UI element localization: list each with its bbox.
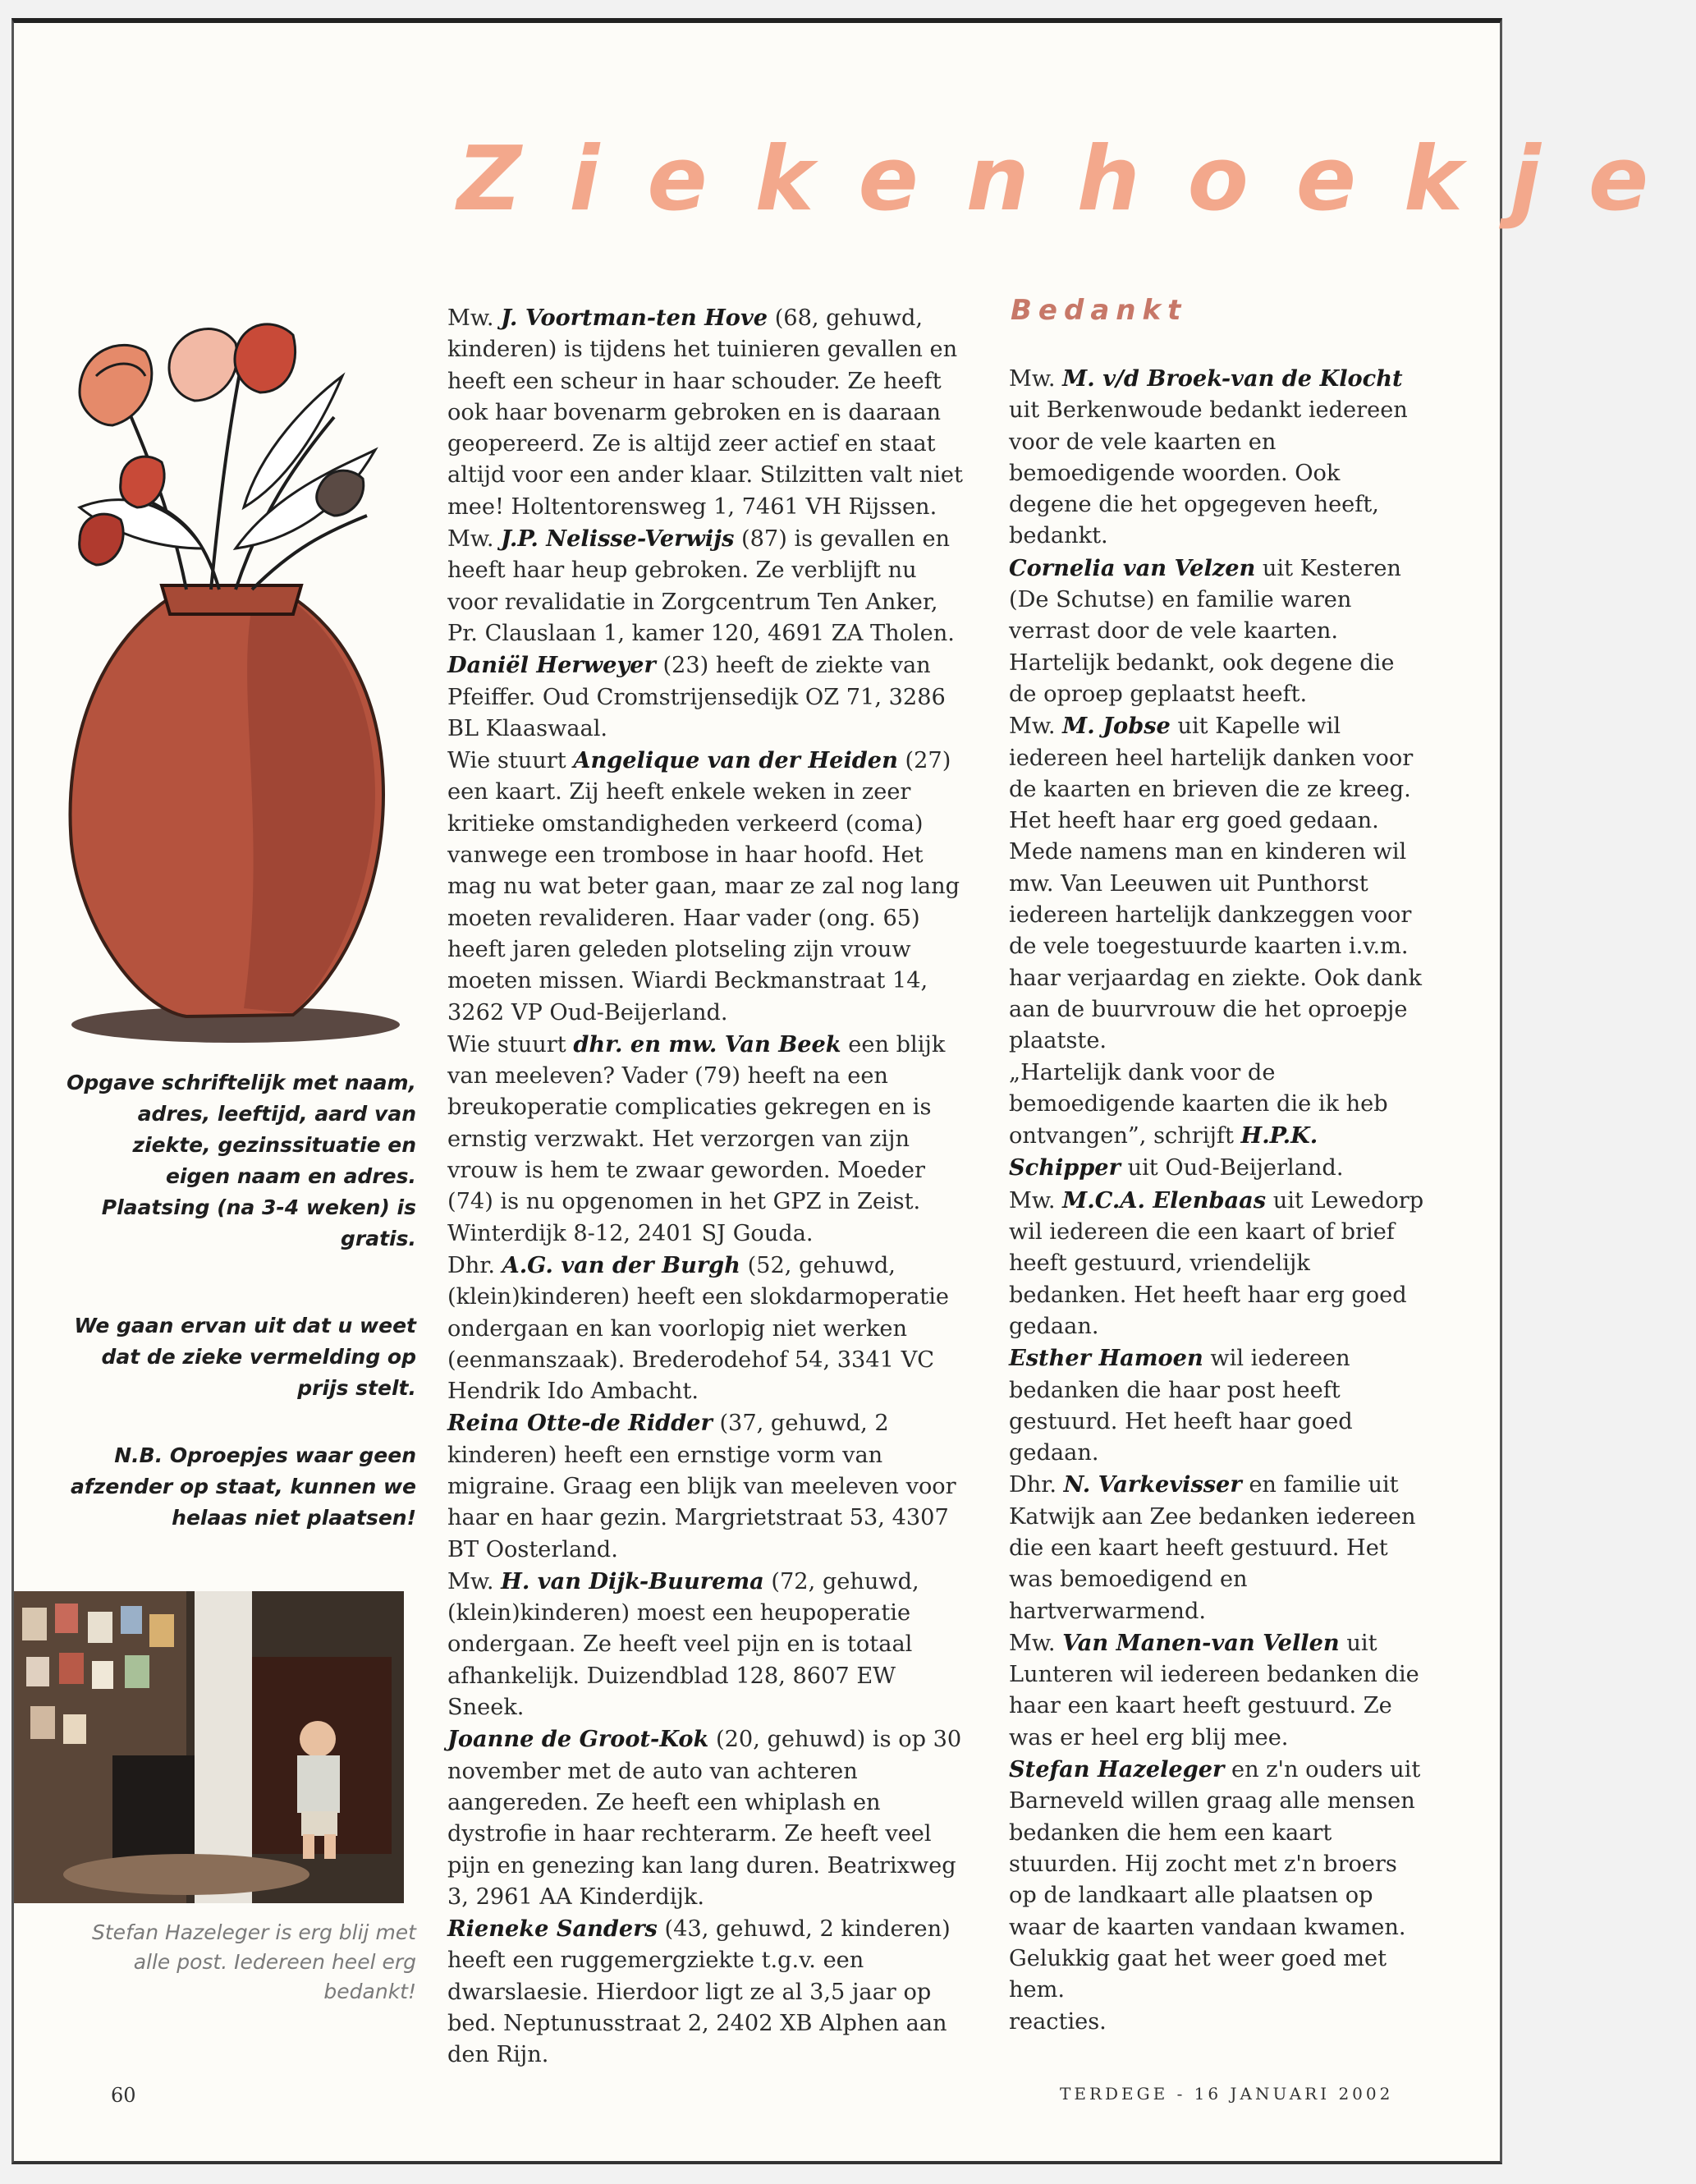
entry-text: Dhr. — [447, 1252, 502, 1278]
tulips — [80, 324, 364, 565]
entry-name: Joanne de Groot-Kok — [447, 1726, 709, 1753]
entry-paragraph — [447, 1566, 973, 1723]
photo-caption: Stefan Hazeleger is erg blij met alle post. Iedereen heel erg bedankt! — [92, 1920, 416, 2003]
entry-text: Mw. — [1009, 366, 1063, 392]
sender-note — [63, 1440, 416, 1534]
entry-paragraph — [447, 302, 973, 523]
entry-text: uit Lunteren wil iedereen bedanken die haar een kaart heeft gestuurd. Ze was er heel erg blij mee. — [1009, 1630, 1419, 1750]
entry-text: uit Lewedorp wil iedereen die een kaart of brief heeft gestuurd, vriendelijk bedanken. Het heeft haar erg goed gedaan. — [1009, 1187, 1424, 1339]
entry-text: (52, gehuwd, (klein)kinderen) heeft een slokdarmoperatie ondergaan en kan voorlopig niet werken (eenmanszaak). Brederodehof 54, 3341 VC Hendrik Ido Ambacht. — [447, 1252, 950, 1405]
entry-text: „Hartelijk dank voor de bemoedigende kaarten die ik heb ontvangen”, schrijft — [1009, 1059, 1388, 1149]
entry-text: Mw. — [447, 1568, 502, 1594]
thanks-paragraph — [1009, 1342, 1428, 1469]
entry-text: Mw. — [1009, 713, 1063, 740]
photo-stefan — [14, 1591, 404, 1903]
entry-paragraph — [447, 745, 973, 1029]
entry-name: J. Voortman-ten Hove — [501, 305, 768, 331]
note-submission: Opgave schriftelijk met naam, adres, leeftijd, aard van ziekte, gezinssituatie en eigen naam en adres. Plaatsing (na 3-4 weken) is gratis. — [66, 1071, 416, 1250]
entry-text: en z'n ouders uit Barneveld willen graag alle mensen bedanken die hem een kaart stuurden. Hij zocht met z'n broers op de landkaart alle plaatsen op waar de kaarten vandaan kwamen. Gelukkig gaat het weer goed met hem. — [1009, 1757, 1421, 2003]
entry-name: Angelique van der Heiden — [573, 747, 898, 774]
entry-text: (23) heeft de ziekte van Pfeiffer. Oud Cromstrijensedijk OZ 71, 3286 BL Klaaswaal. — [447, 653, 946, 741]
entry-text: (72, gehuwd, (klein)kinderen) moest een heupoperatie ondergaan. Ze heeft veel pijn en is totaal afhankelijk. Duizendblad 128, 8607 EW Sneek. — [447, 1568, 919, 1721]
thanks-paragraph — [1009, 1058, 1428, 1185]
thanks-name: H.P.K. Schipper — [1009, 1122, 1318, 1181]
thanks-name: M.C.A. Elenbaas — [1062, 1186, 1267, 1214]
entry-text: Wie stuurt — [447, 1031, 574, 1058]
thanks-column — [1009, 363, 1428, 2039]
entry-name: H. van Dijk-Buurema — [501, 1567, 764, 1594]
entry-text: uit Kesteren (De Schutse) en familie waren verrast door de vele kaarten. Hartelijk bedankt, ook degene die de oproep geplaatst heeft. — [1009, 555, 1401, 707]
thanks-name: M. Jobse — [1062, 713, 1171, 740]
publication-info: TERDEGE - 16 JANUARI 2002 — [1060, 2084, 1394, 2104]
page-number: 60 — [111, 2084, 136, 2107]
entry-text: (43, gehuwd, 2 kinderen) heeft een ruggemergziekte t.g.v. een dwarslaesie. Hierdoor ligt ze al 3,5 jaar op bed. Neptunusstraat 2, 2402 XB Alphen aan den Rijn. — [447, 1916, 951, 2068]
entry-text: Wie stuurt — [447, 748, 574, 774]
thanks-name: M. v/d Broek-van de Klocht — [1062, 365, 1403, 392]
entry-paragraph — [447, 1029, 973, 1250]
thanks-paragraph — [1009, 1754, 1428, 2006]
thanks-name: Esther Hamoen — [1009, 1345, 1203, 1372]
entry-paragraph — [447, 1913, 973, 2071]
entry-name: Reina Otte-de Ridder — [447, 1410, 713, 1437]
entry-text: uit Oud-Beijerland. — [1120, 1155, 1344, 1181]
entry-text: Mw. — [1009, 1630, 1063, 1656]
magazine-page — [11, 18, 1696, 2164]
thanks-name: Van Manen-van Vellen — [1062, 1629, 1340, 1656]
sick-list-column — [447, 302, 973, 2072]
entry-text: en familie uit Katwijk aan Zee bedanken iedereen die een kaart heeft gestuurd. Het was bemoedigend en hartverwarmend. — [1009, 1472, 1416, 1624]
entry-text: Mw. — [447, 305, 502, 331]
thanks-paragraph — [1009, 363, 1428, 553]
submission-instructions — [63, 1067, 416, 1255]
thanks-paragraph — [1009, 710, 1428, 1057]
entry-text: Mw. — [1009, 1187, 1063, 1214]
thanks-name: N. Varkevisser — [1063, 1471, 1242, 1498]
entry-text: reacties. — [1009, 2009, 1107, 2035]
consent-note — [63, 1310, 416, 1404]
thanks-name: Stefan Hazeleger — [1009, 1756, 1225, 1783]
entry-text: uit Berkenwoude bedankt iedereen voor de vele kaarten en bemoedigende woorden. Ook degene die het opgegeven heeft, bedankt. — [1009, 397, 1408, 549]
entry-paragraph — [447, 649, 973, 745]
vase-neck — [162, 585, 301, 614]
entry-text: (37, gehuwd, 2 kinderen) heeft een ernstige vorm van migraine. Graag een blijk van meeleven voor haar en haar gezin. Margrietstraat 53, 4307 BT Oosterland. — [447, 1411, 956, 1562]
thanks-paragraph — [1009, 2006, 1428, 2038]
entry-text: (68, gehuwd, kinderen) is tijdens het tuinieren gevallen en heeft een scheur in haar schouder. Ze heeft ook haar bovenarm gebroken en is daaraan geopereerd. Ze is altijd zeer actief en staat altijd voor een ander klaar. Stilzitten valt niet mee! Holtentorensweg 1, 7461 VH Rijssen. — [447, 305, 963, 520]
entry-text: Dhr. — [1009, 1472, 1064, 1498]
entry-text: een blijk van meeleven? Vader (79) heeft na een breukoperatie complicaties gekregen en is ernstig verzwakt. Het verzorgen van zijn vrouw is hem te zwaar geworden. Moeder (74) is nu opgenomen in het GPZ in Zeist. Winterdijk 8-12, 2401 SJ Gouda. — [447, 1031, 946, 1246]
thanks-name: Cornelia van Velzen — [1009, 554, 1256, 581]
vase-shade — [244, 602, 375, 1013]
entry-name: Daniël Herweyer — [447, 652, 656, 679]
entry-text: uit Kapelle wil iedereen heel hartelijk danken voor de kaarten en brieven die ze kreeg. Het heeft haar erg goed gedaan. Mede namens man en kinderen wil mw. Van Leeuwen uit Punthorst iedereen hartelijk dankzeggen voor de vele toegestuurde kaarten i.v.m. haar verjaardag en ziekte. Ook dank aan de buurvrouw die het oproepje plaatste. — [1009, 713, 1423, 1054]
entry-paragraph — [447, 523, 973, 649]
entry-paragraph — [447, 1723, 973, 1913]
entry-name: J.P. Nelisse-Verwijs — [501, 525, 735, 553]
section-heading-bedankt: Bedankt — [1011, 294, 1188, 327]
entry-text: Mw. — [447, 526, 502, 553]
thanks-paragraph — [1009, 1185, 1428, 1342]
vase-illustration — [47, 302, 433, 1041]
entry-text: wil iedereen bedanken die haar post heeft gestuurd. Het heeft haar goed gedaan. — [1009, 1346, 1353, 1466]
thanks-paragraph — [1009, 1627, 1428, 1754]
thanks-paragraph — [1009, 553, 1428, 710]
note-sender: N.B. Oproepjes waar geen afzender op staat, kunnen we helaas niet plaatsen! — [71, 1443, 416, 1530]
entry-text: (87) is gevallen en heeft haar heup gebroken. Ze verblijft nu voor revalidatie in Zorgcentrum Ten Anker, Pr. Clauslaan 1, kamer 120, 4691 ZA Tholen. — [447, 526, 955, 646]
entry-text: (20, gehuwd) is op 30 november met de auto van achteren aangereden. Ze heeft een whiplash en dystrofie in haar rechterarm. Ze heeft veel pijn en genezing kan lang duren. Beatrixweg 3, 2961 AA Kinderdijk. — [447, 1727, 962, 1910]
entry-paragraph — [447, 1407, 973, 1565]
note-consent: We gaan ervan uit dat u weet dat de zieke vermelding op prijs stelt. — [74, 1314, 416, 1400]
entry-text: (27) een kaart. Zij heeft enkele weken in zeer kritieke omstandigheden verkeerd (coma) vanwege een trombose in haar hoofd. Het mag nu wat beter gaan, maar ze zal nog lang moeten revalideren. Haar vader (ong. 65) heeft jaren geleden plotseling zijn vrouw moeten missen. Wiardi Beckmanstraat 14, 3262 VP Oud-Beijerland. — [447, 748, 960, 1025]
entry-name: A.G. van der Burgh — [502, 1251, 740, 1278]
thanks-paragraph — [1009, 1469, 1428, 1627]
page-title: Ziekenhoekje — [457, 128, 1696, 231]
entry-name: Rieneke Sanders — [447, 1916, 658, 1943]
entry-name: dhr. en mw. Van Beek — [573, 1030, 841, 1058]
entry-paragraph — [447, 1250, 973, 1407]
